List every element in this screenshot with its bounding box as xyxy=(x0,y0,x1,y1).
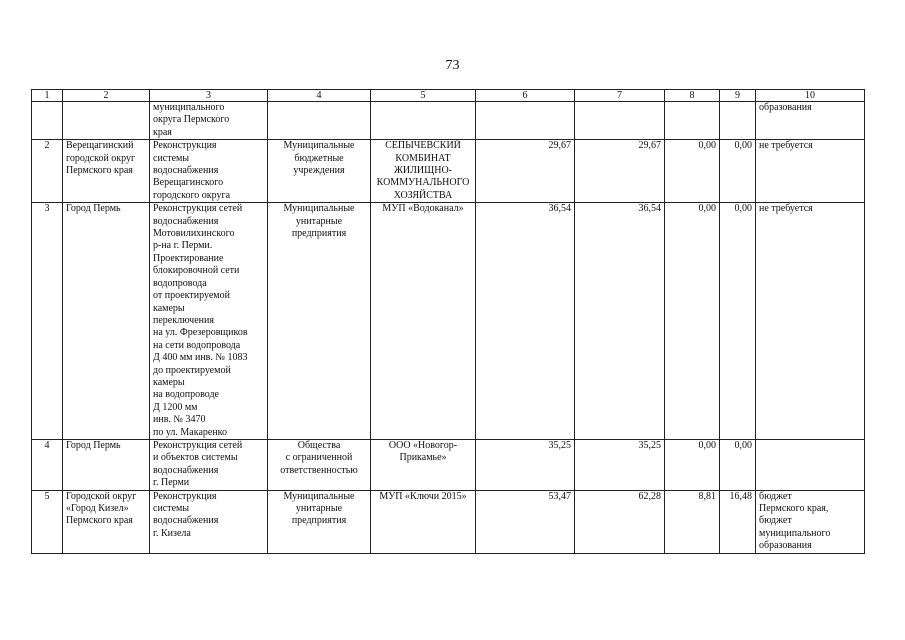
cell-territory-text: Верещагинский городской округ Пермского края xyxy=(66,140,136,177)
cell-organization-text: МУП «Водоканал» xyxy=(382,203,464,215)
data-table xyxy=(31,89,865,554)
cell-number xyxy=(32,102,63,140)
cell-number xyxy=(32,203,63,440)
header-cell-10: 10 xyxy=(756,90,865,102)
cell-source-text: не требуется xyxy=(759,140,813,152)
cell-value-9 xyxy=(720,203,756,440)
cell-source xyxy=(756,490,865,553)
cell-value-7-text: 29,67 xyxy=(638,140,661,152)
header-cell-3: 3 xyxy=(150,90,268,102)
cell-org-type-text: Муниципальные унитарные предприятия xyxy=(283,203,355,240)
table-row xyxy=(32,140,865,203)
cell-project-text: муниципального округа Пермского края xyxy=(153,102,230,138)
cell-number-text: 3 xyxy=(44,203,50,215)
header-cell-2: 2 xyxy=(63,90,150,102)
cell-value-7 xyxy=(575,490,665,553)
cell-org-type xyxy=(268,140,371,203)
cell-value-6 xyxy=(476,102,575,140)
cell-value-6-text: 53,47 xyxy=(548,490,571,502)
cell-territory-text: Город Пермь xyxy=(66,439,121,451)
page-number: 73 xyxy=(445,58,460,73)
header-row xyxy=(32,90,865,102)
cell-project xyxy=(150,140,268,203)
cell-value-9 xyxy=(720,490,756,553)
cell-value-6 xyxy=(476,140,575,203)
cell-value-6-text: 36,54 xyxy=(548,203,571,215)
cell-project-text: Реконструкция сетей и объектов системы водоснабжения г. Перми xyxy=(153,439,243,489)
cell-org-type-text: Общества с ограниченной ответственностью xyxy=(280,439,358,476)
cell-project-text: Реконструкция системы водоснабжения г. Кизела xyxy=(153,490,219,539)
cell-value-9 xyxy=(720,439,756,490)
cell-number-text: 5 xyxy=(44,490,50,502)
cell-source xyxy=(756,102,865,140)
cell-value-8-text: 0,00 xyxy=(698,439,716,451)
cell-org-type-text: Муниципальные унитарные предприятия xyxy=(283,490,355,527)
table-row xyxy=(32,490,865,553)
cell-territory xyxy=(63,439,150,490)
cell-value-7-text: 36,54 xyxy=(638,203,661,215)
cell-project-text: Реконструкция системы водоснабжения Верещагинского городского округа xyxy=(153,140,231,201)
cell-project xyxy=(150,439,268,490)
cell-organization-text: ООО «Новогор- Прикамье» xyxy=(388,439,458,464)
cell-value-9 xyxy=(720,102,756,140)
cell-territory xyxy=(63,203,150,440)
cell-number xyxy=(32,490,63,553)
header-cell-5: 5 xyxy=(371,90,476,102)
header-cell-9: 9 xyxy=(720,90,756,102)
cell-value-9-text: 0,00 xyxy=(734,439,752,451)
cell-value-8-text: 8,81 xyxy=(698,490,716,502)
cell-org-type xyxy=(268,490,371,553)
cell-project xyxy=(150,490,268,553)
cell-value-8 xyxy=(665,490,720,553)
cell-value-9-text: 16,48 xyxy=(729,490,752,502)
cell-organization-text: СЕПЫЧЕВСКИЙ КОМБИНАТ ЖИЛИЩНО- КОММУНАЛЬНОГО ХОЗЯЙСТВА xyxy=(376,140,470,201)
cell-value-9-text: 0,00 xyxy=(734,140,752,152)
cell-territory xyxy=(63,490,150,553)
header-cell-4: 4 xyxy=(268,90,371,102)
cell-value-7 xyxy=(575,439,665,490)
cell-value-8-text: 0,00 xyxy=(698,140,716,152)
cell-value-7-text: 35,25 xyxy=(638,439,661,451)
cell-value-6-text: 35,25 xyxy=(548,439,571,451)
cell-org-type-text: Муниципальные бюджетные учреждения xyxy=(283,140,355,177)
cell-value-7 xyxy=(575,203,665,440)
cell-territory xyxy=(63,102,150,140)
cell-org-type xyxy=(268,203,371,440)
cell-value-8 xyxy=(665,140,720,203)
table-body xyxy=(32,102,865,554)
cell-number-text: 2 xyxy=(44,140,50,152)
cell-value-6 xyxy=(476,439,575,490)
cell-source-text: не требуется xyxy=(759,203,813,215)
cell-number xyxy=(32,140,63,203)
cell-organization-text: МУП «Ключи 2015» xyxy=(379,490,467,502)
cell-source-text: образования xyxy=(759,102,812,113)
header-cell-8: 8 xyxy=(665,90,720,102)
cell-org-type xyxy=(268,102,371,140)
cell-organization xyxy=(371,490,476,553)
cell-organization xyxy=(371,102,476,140)
header-cell-1: 1 xyxy=(32,90,63,102)
cell-project-text: Реконструкция сетей водоснабжения Мотовилихинского р-на г. Перми. Проектирование блокировочной сети водопровода от проектируемой камеры переключения на ул. Фрезеровщиков на сети водопровода Д 400 мм инв. № 1083 до проектируемой камеры на водопроводе Д 1200 мм инв. № 3470 по ул. Макаренко xyxy=(153,203,248,438)
cell-project xyxy=(150,102,268,140)
cell-source-text: бюджет Пермского края, бюджет муниципального образования xyxy=(759,490,831,552)
table-row xyxy=(32,102,865,140)
cell-organization xyxy=(371,439,476,490)
cell-territory-text: Городской округ «Город Кизел» Пермского края xyxy=(66,490,137,527)
cell-territory xyxy=(63,140,150,203)
cell-value-9-text: 0,00 xyxy=(734,203,752,215)
cell-source xyxy=(756,439,865,490)
header-cell-7: 7 xyxy=(575,90,665,102)
cell-value-7 xyxy=(575,140,665,203)
cell-value-7 xyxy=(575,102,665,140)
table-row xyxy=(32,203,865,440)
cell-source xyxy=(756,140,865,203)
cell-value-8-text: 0,00 xyxy=(698,203,716,215)
cell-value-6 xyxy=(476,203,575,440)
cell-territory-text: Город Пермь xyxy=(66,203,121,215)
cell-value-7-text: 62,28 xyxy=(638,490,661,502)
cell-source xyxy=(756,203,865,440)
cell-organization xyxy=(371,203,476,440)
cell-value-6 xyxy=(476,490,575,553)
cell-value-8 xyxy=(665,439,720,490)
cell-value-8 xyxy=(665,102,720,140)
header-cell-6: 6 xyxy=(476,90,575,102)
table-row xyxy=(32,439,865,490)
cell-org-type xyxy=(268,439,371,490)
cell-value-8 xyxy=(665,203,720,440)
cell-value-9 xyxy=(720,140,756,203)
cell-organization xyxy=(371,140,476,203)
cell-project xyxy=(150,203,268,440)
cell-value-6-text: 29,67 xyxy=(548,140,571,152)
cell-number-text: 4 xyxy=(44,439,50,451)
cell-number xyxy=(32,439,63,490)
